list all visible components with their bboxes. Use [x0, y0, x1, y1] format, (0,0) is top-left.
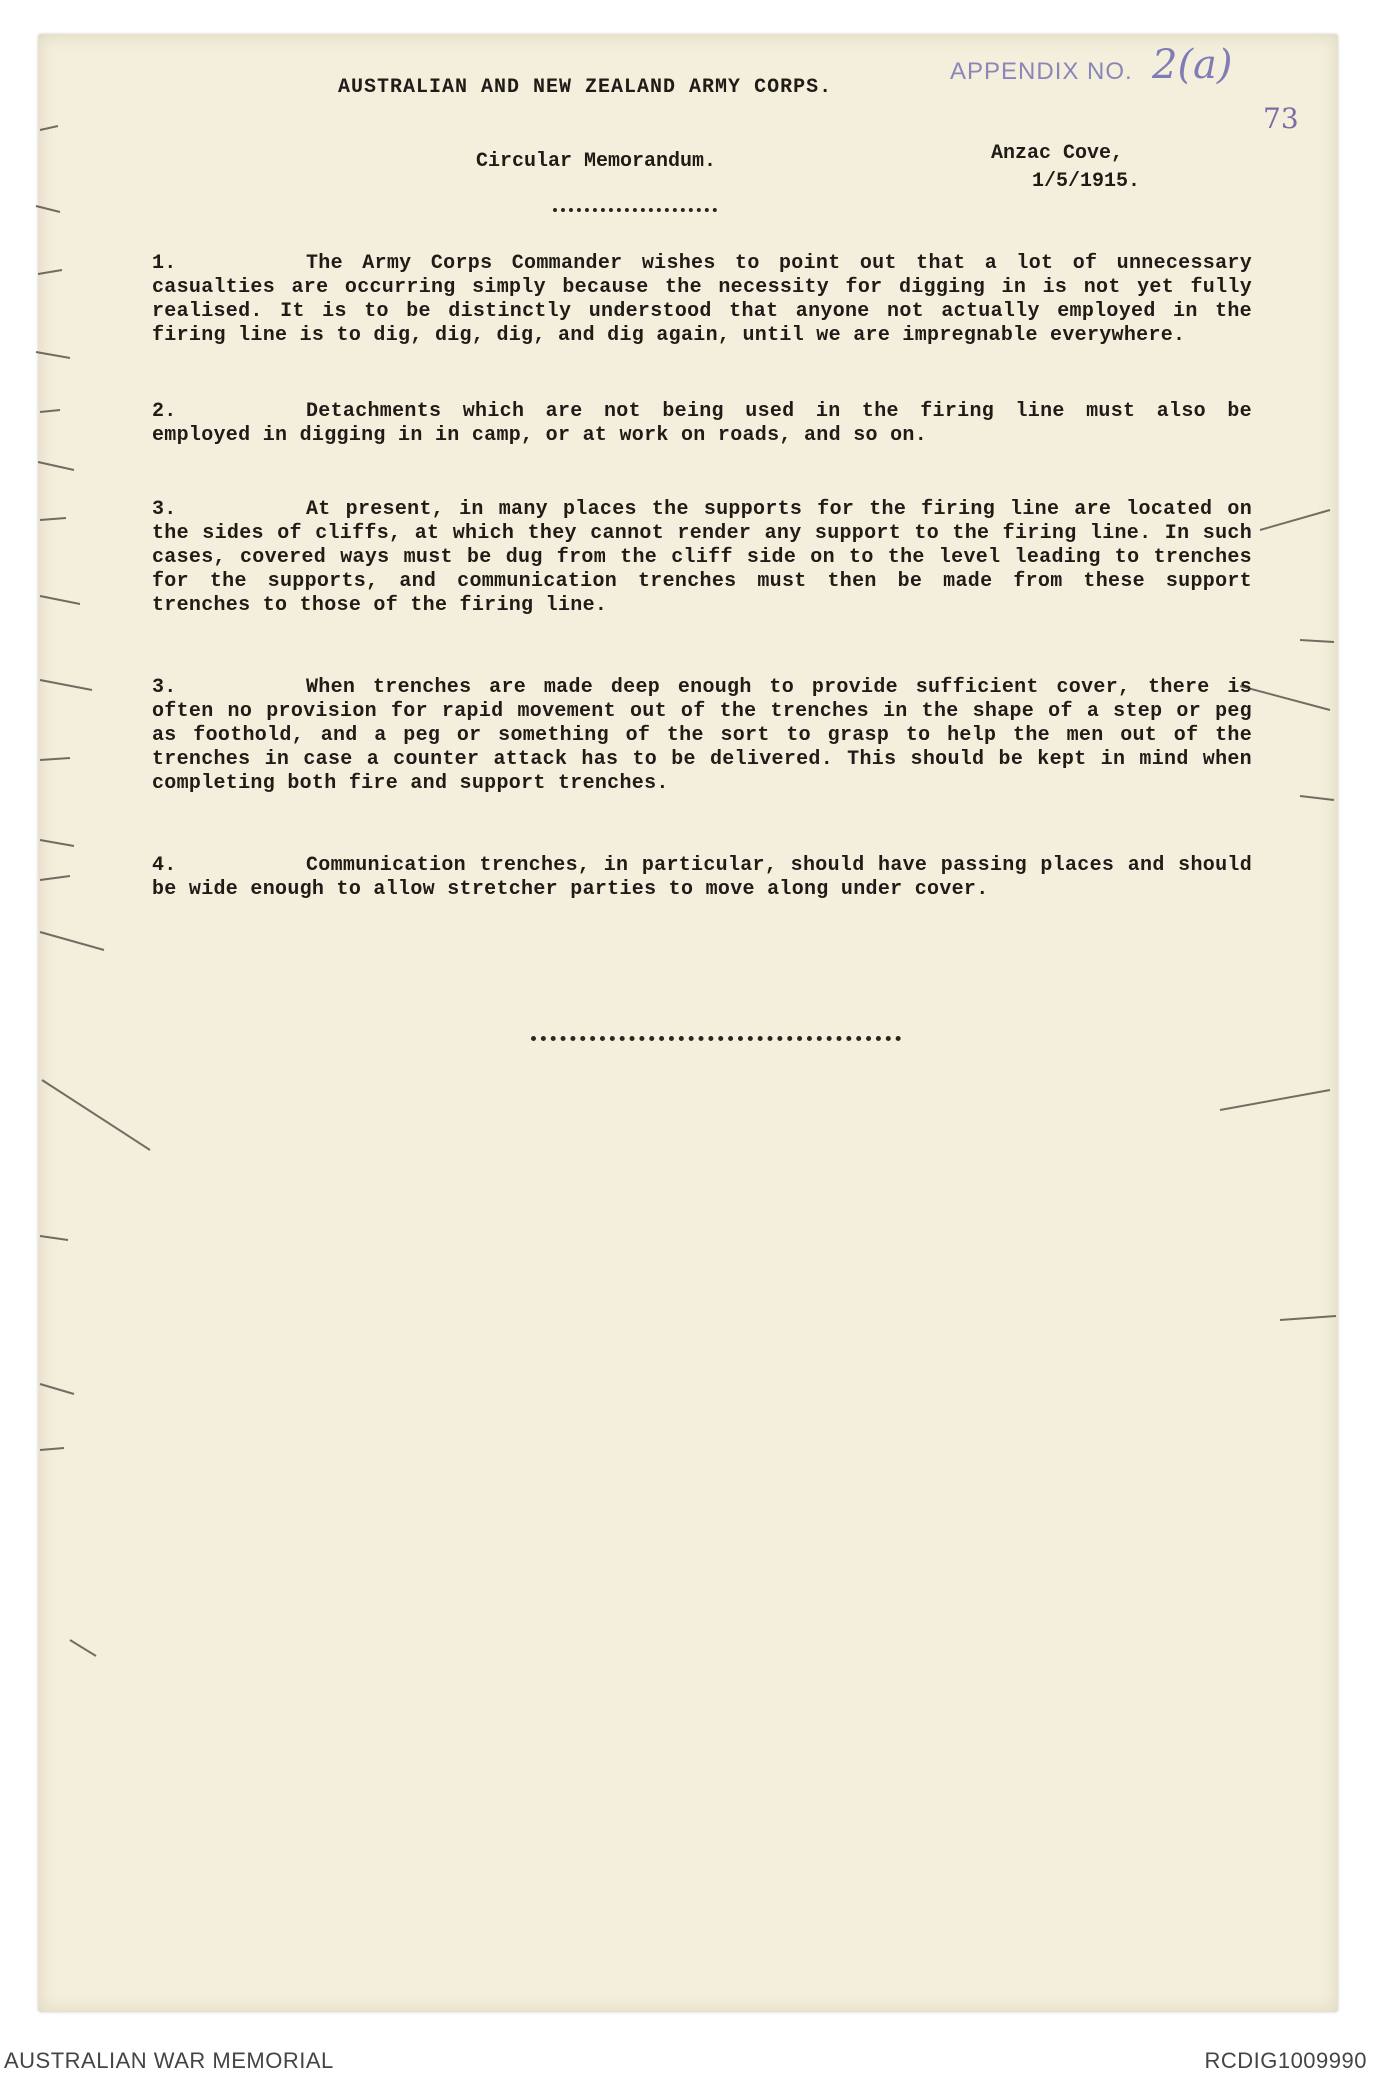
document-heading: AUSTRALIAN AND NEW ZEALAND ARMY CORPS. — [338, 76, 833, 99]
paragraph-1 — [152, 252, 1252, 348]
date: 1/5/1915. — [1032, 170, 1141, 193]
memo-title: Circular Memorandum. — [476, 150, 717, 173]
place-date-block — [991, 140, 1251, 196]
paragraph-number: 2. — [152, 400, 177, 423]
document-page — [38, 34, 1338, 2012]
paragraph-text: Detachments which are not being used in the firing line must also be employed in digging in in camp, or at work on roads, and so on. — [152, 400, 1252, 447]
paragraph-number: 3. — [152, 498, 177, 521]
paragraph-number: 4. — [152, 854, 177, 877]
paragraph-number: 1. — [152, 252, 177, 275]
appendix-stamp: APPENDIX NO. — [950, 58, 1133, 85]
paragraph-text: At present, in many places the supports for the firing line are located on the sides of cliffs, at which they cannot render any support to the firing line. In such cases, covered ways must be dug from the cliff side on to the level leading to trenches for the supports, and communication trenches must then be made from these support trenches to those of the firing line. — [152, 498, 1252, 617]
paragraph-text: When trenches are made deep enough to provide sufficient cover, there is often no provision for rapid movement out of the trenches in the shape of a step or peg as foothold, and a peg or something of the sort to grasp to help the men out of the trenches in case a counter attack has to be delivered. This should be kept in mind when completing both fire and support trenches. — [152, 676, 1252, 795]
paragraph-3 — [152, 498, 1252, 618]
title-divider — [553, 208, 717, 212]
reference-caption: RCDIG1009990 — [1204, 2048, 1367, 2073]
paragraph-text: The Army Corps Commander wishes to point out that a lot of unnecessary casualties are occurring simply because the necessity for digging in is not yet fully realised. It is to be distinctly understood that anyone not actually employed in the firing line is to dig, dig, dig, and dig again, until we are impregnable everywhere. — [152, 252, 1252, 347]
paragraph-4 — [152, 676, 1252, 796]
place: Anzac Cove, — [991, 142, 1124, 165]
folio-number: 73 — [1263, 102, 1299, 135]
paragraph-5 — [152, 854, 1252, 902]
source-caption: AUSTRALIAN WAR MEMORIAL — [4, 2048, 334, 2073]
paragraph-2 — [152, 400, 1252, 448]
paragraph-text: Communication trenches, in particular, should have passing places and should be wide enough to allow stretcher parties to move along under cover. — [152, 854, 1252, 901]
paragraph-number: 3. — [152, 676, 177, 699]
closing-divider — [531, 1036, 901, 1041]
appendix-handwritten-number: 2(a) — [1152, 42, 1233, 88]
